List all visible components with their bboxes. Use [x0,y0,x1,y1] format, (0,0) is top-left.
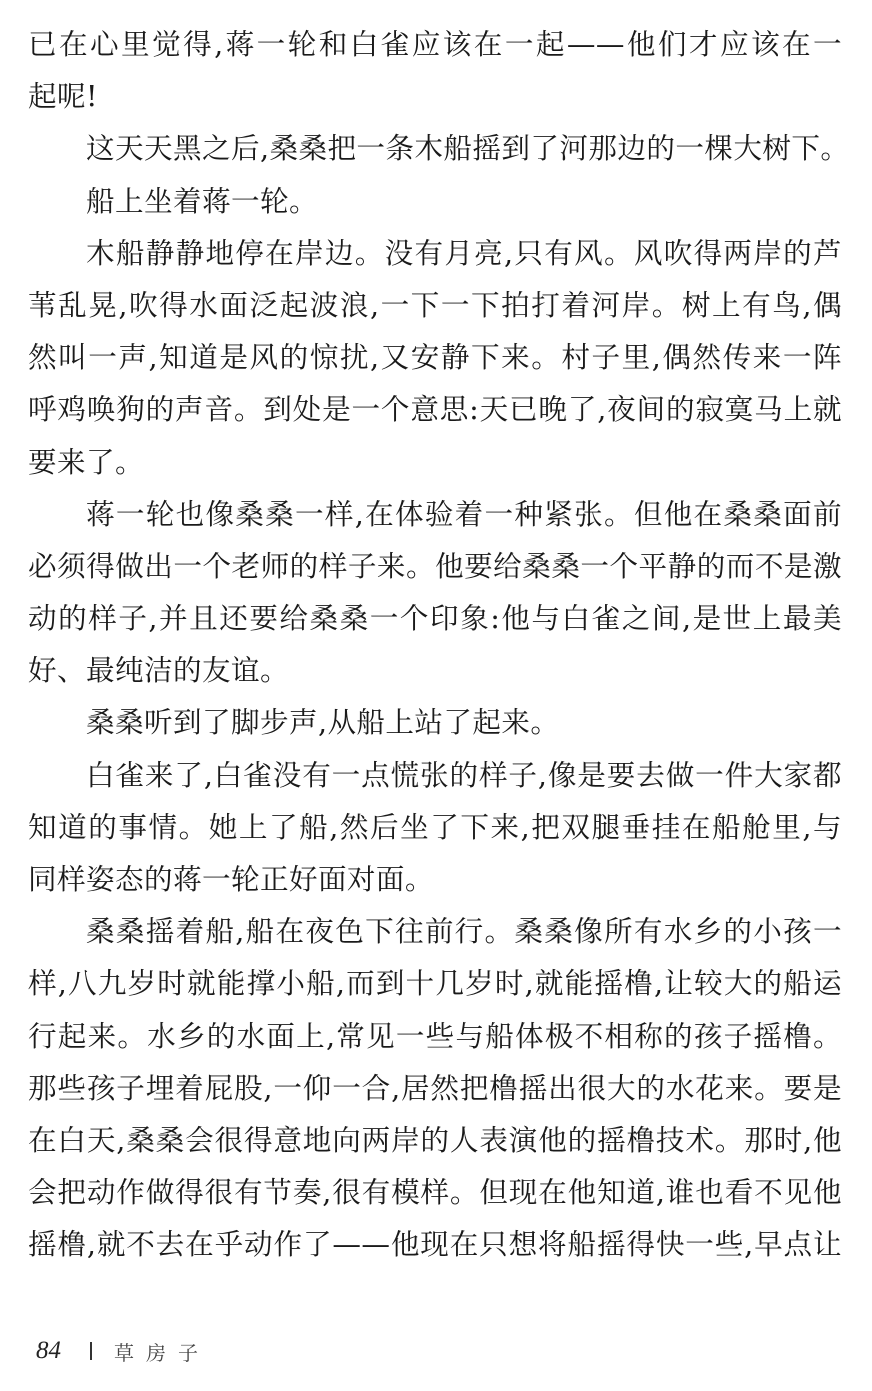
text-line: 那些孩子埋着屁股,一仰一合,居然把橹摇出很大的水花来。要是 [28,1070,842,1105]
text-line: 动的样子,并且还要给桑桑一个印象:他与白雀之间,是世上最美 [28,601,842,636]
footer-divider [90,1342,92,1360]
text-line: 呼鸡唤狗的声音。到处是一个意思:天已晚了,夜间的寂寞马上就 [28,392,842,427]
page-number: 84 [36,1337,61,1364]
text-line: 蒋一轮也像桑桑一样,在体验着一种紧张。但他在桑桑面前 [86,496,842,531]
text-line: 知道的事情。她上了船,然后坐了下来,把双腿垂挂在船舱里,与 [28,809,842,844]
text-line: 行起来。水乡的水面上,常见一些与船体极不相称的孩子摇橹。 [28,1018,842,1053]
text-line: 已在心里觉得,蒋一轮和白雀应该在一起——他们才应该在一 [28,27,842,61]
text-line: 必须得做出一个老师的样子来。他要给桑桑一个平静的而不是激 [28,548,842,583]
text-line: 摇橹,就不去在乎动作了——他现在只想将船摇得快一些,早点让 [28,1227,842,1262]
text-line: 白雀来了,白雀没有一点慌张的样子,像是要去做一件大家都 [86,757,842,792]
book-title: 草房子 [114,1340,210,1365]
text-line: 桑桑听到了脚步声,从船上站了起来。 [86,705,560,740]
text-line: 起呢! [28,79,98,114]
text-line: 要来了。 [28,444,144,479]
page-body-text [28,18,850,1271]
text-line: 这天天黑之后,桑桑把一条木船摇到了河那边的一棵大树下。 [86,131,850,166]
text-line: 桑桑摇着船,船在夜色下往前行。桑桑像所有水乡的小孩一 [86,914,842,949]
text-line: 好、最纯洁的友谊。 [28,653,289,688]
text-line: 船上坐着蒋一轮。 [86,183,318,218]
text-line: 会把动作做得很有节奏,很有模样。但现在他知道,谁也看不见他 [28,1175,842,1210]
text-line: 苇乱晃,吹得水面泛起波浪,一下一下拍打着河岸。树上有鸟,偶 [28,287,842,322]
text-line: 木船静静地停在岸边。没有月亮,只有风。风吹得两岸的芦 [86,235,842,270]
text-line: 在白天,桑桑会很得意地向两岸的人表演他的摇橹技术。那时,他 [28,1122,842,1157]
text-line: 然叫一声,知道是风的惊扰,又安静下来。村子里,偶然传来一阵 [28,340,842,375]
text-line: 样,八九岁时就能撑小船,而到十几岁时,就能摇橹,让较大的船运 [28,966,842,1001]
text-line: 同样姿态的蒋一轮正好面对面。 [28,862,434,896]
page-footer [36,1336,210,1366]
